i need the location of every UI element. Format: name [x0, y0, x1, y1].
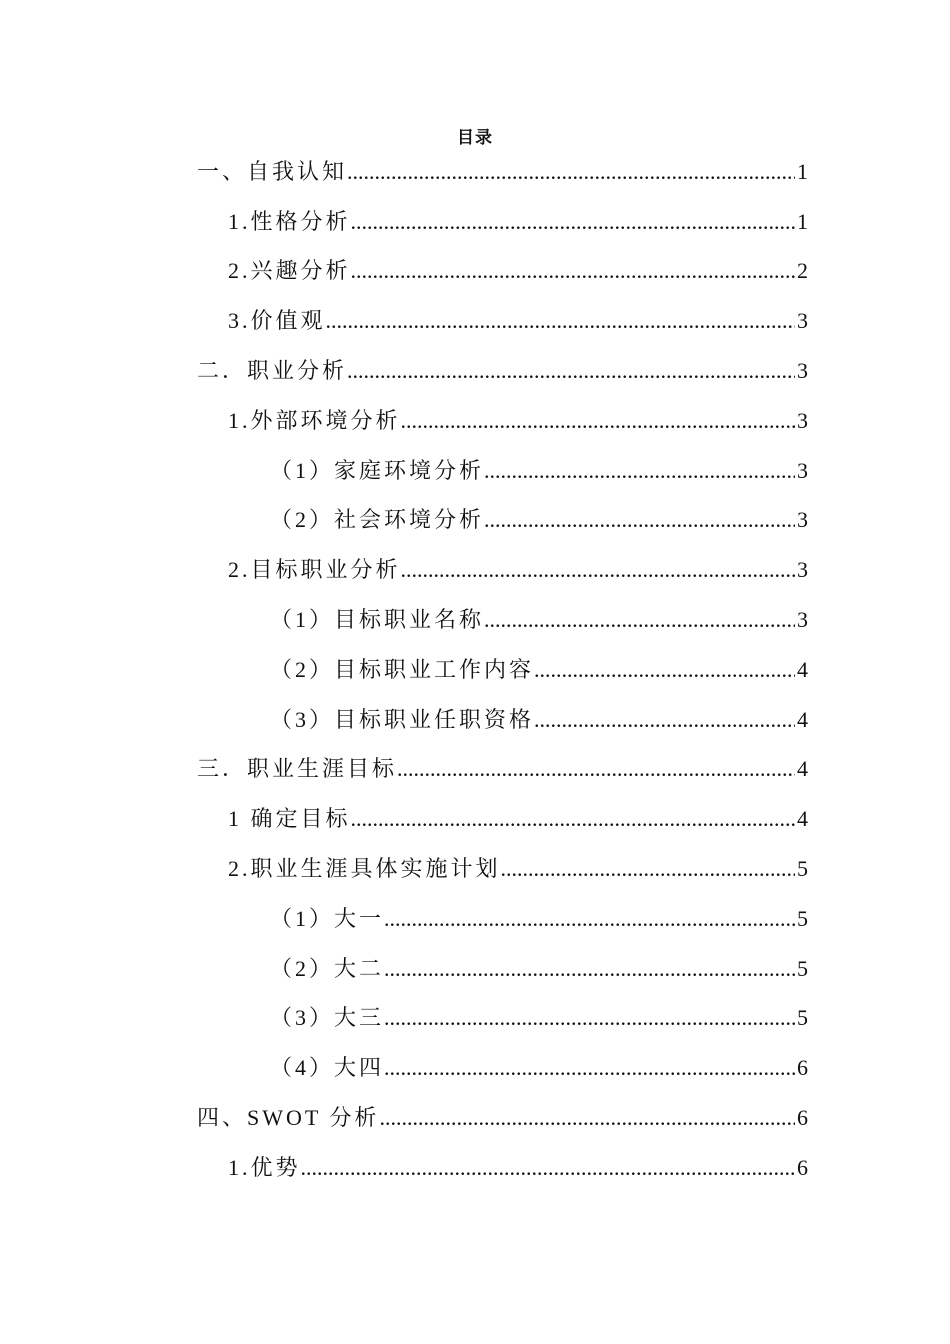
- toc-entry[interactable]: [0, 296, 808, 346]
- toc-entry-text: （1）目标职业名称: [270, 607, 485, 633]
- toc-entry-text: （3）大三: [270, 1005, 385, 1031]
- dot-leader: [347, 360, 795, 382]
- toc-page-number: 2: [797, 258, 808, 284]
- toc-entry-text: 三．职业生涯目标: [197, 756, 398, 782]
- toc-entry-text: 1 确定目标: [228, 806, 351, 832]
- toc-entry[interactable]: [0, 844, 808, 894]
- toc-page-number: 5: [797, 905, 808, 931]
- dot-leader: [384, 1057, 795, 1079]
- dot-leader: [397, 758, 795, 780]
- toc-page-number: 1: [797, 208, 808, 234]
- toc-entry-text: 1.外部环境分析: [228, 407, 401, 433]
- toc-page-number: 4: [797, 756, 808, 782]
- toc-entry[interactable]: [0, 147, 808, 197]
- dot-leader: [301, 1157, 795, 1179]
- toc-entry[interactable]: [0, 745, 808, 795]
- toc-page-number: 6: [797, 1055, 808, 1081]
- toc-entry[interactable]: [0, 446, 808, 496]
- toc-entry-text: （1）大一: [270, 905, 385, 931]
- toc-entry-text: （1）家庭环境分析: [270, 457, 485, 483]
- toc-entry[interactable]: [0, 496, 808, 546]
- dot-leader: [401, 559, 795, 581]
- toc-page-number: 3: [797, 358, 808, 384]
- toc-page-number: 4: [797, 706, 808, 732]
- toc-entry[interactable]: [0, 197, 808, 247]
- toc-entry-text: （3）目标职业任职资格: [270, 706, 535, 732]
- toc-entry-text: 二．职业分析: [197, 358, 348, 384]
- toc-page-number: 6: [797, 1154, 808, 1180]
- toc-entry-text: （2）大二: [270, 955, 385, 981]
- dot-leader: [484, 460, 795, 482]
- toc-entry[interactable]: [0, 994, 808, 1044]
- dot-leader: [351, 808, 795, 830]
- toc-entry[interactable]: [0, 595, 808, 645]
- toc-page-number: 3: [797, 507, 808, 533]
- toc-entry[interactable]: [0, 794, 808, 844]
- toc-entry[interactable]: [0, 944, 808, 994]
- dot-leader: [326, 310, 795, 332]
- dot-leader: [351, 211, 795, 233]
- toc-entry-text: 2.目标职业分析: [228, 557, 401, 583]
- toc-page-number: 3: [797, 457, 808, 483]
- toc-entry-text: （2）社会环境分析: [270, 507, 485, 533]
- dot-leader: [347, 161, 795, 183]
- toc-entry-text: （4）大四: [270, 1055, 385, 1081]
- toc-page-number: 1: [797, 158, 808, 184]
- toc-page-number: 3: [797, 557, 808, 583]
- dot-leader: [484, 609, 795, 631]
- toc-entry-text: 2.职业生涯具体实施计划: [228, 856, 501, 882]
- dot-leader: [384, 1007, 795, 1029]
- toc-entry[interactable]: [0, 695, 808, 745]
- dot-leader: [534, 709, 795, 731]
- toc-entry[interactable]: [0, 396, 808, 446]
- dot-leader: [384, 908, 795, 930]
- toc-page-number: 5: [797, 955, 808, 981]
- toc-entry[interactable]: [0, 247, 808, 297]
- toc-entry[interactable]: [0, 1093, 808, 1143]
- dot-leader: [534, 659, 795, 681]
- dot-leader: [401, 410, 795, 432]
- dot-leader: [379, 1107, 795, 1129]
- toc-list: [0, 147, 950, 1193]
- toc-entry[interactable]: [0, 1143, 808, 1193]
- toc-entry-text: 1.性格分析: [228, 208, 351, 234]
- dot-leader: [501, 858, 795, 880]
- dot-leader: [384, 958, 795, 980]
- toc-entry[interactable]: [0, 545, 808, 595]
- toc-page-number: 4: [797, 656, 808, 682]
- toc-page-number: 3: [797, 308, 808, 334]
- toc-entry[interactable]: [0, 894, 808, 944]
- toc-page-number: 5: [797, 1005, 808, 1031]
- toc-entry[interactable]: [0, 346, 808, 396]
- toc-page-number: 3: [797, 407, 808, 433]
- toc-entry-text: 2.兴趣分析: [228, 258, 351, 284]
- toc-entry-text: 3.价值观: [228, 308, 326, 334]
- toc-entry[interactable]: [0, 645, 808, 695]
- toc-page-number: 4: [797, 806, 808, 832]
- dot-leader: [484, 509, 795, 531]
- toc-entry[interactable]: [0, 1043, 808, 1093]
- toc-page-number: 3: [797, 607, 808, 633]
- toc-entry-text: （2）目标职业工作内容: [270, 656, 535, 682]
- toc-title: 目录: [457, 128, 493, 147]
- dot-leader: [351, 260, 795, 282]
- toc-entry-text: 一、自我认知: [197, 158, 348, 184]
- toc-entry-text: 四、SWOT 分析: [197, 1105, 380, 1131]
- toc-page-number: 5: [797, 856, 808, 882]
- toc-entry-text: 1.优势: [228, 1154, 301, 1180]
- toc-page-number: 6: [797, 1105, 808, 1131]
